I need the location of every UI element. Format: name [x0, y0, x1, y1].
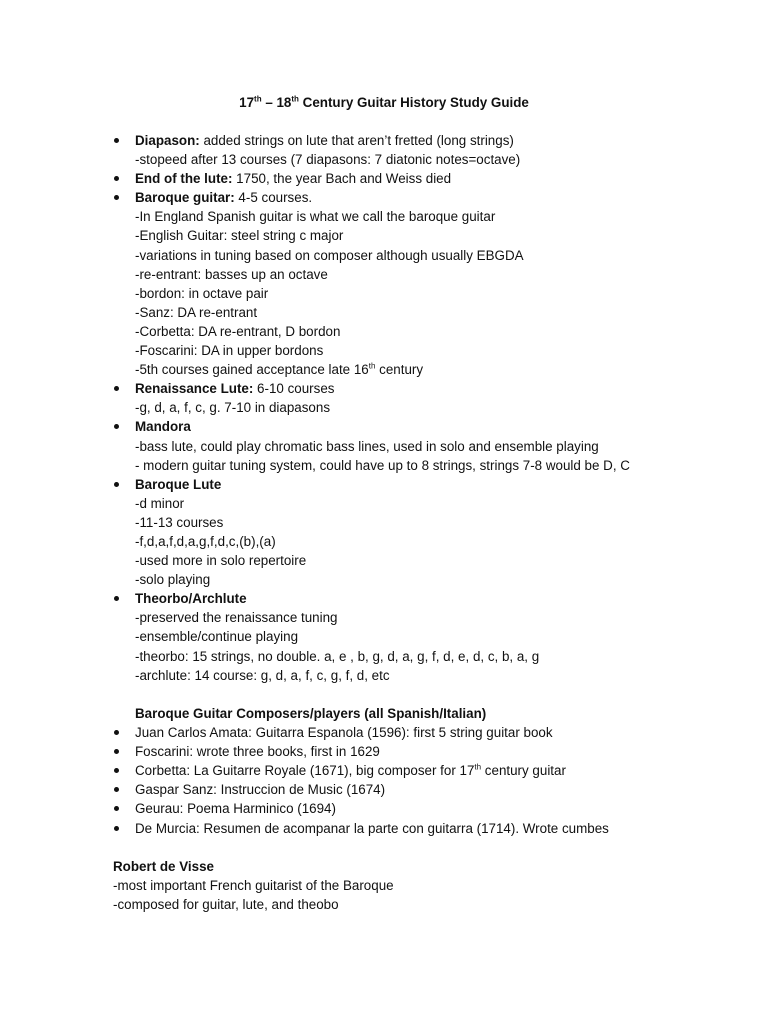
- list-item-renaissance-lute: Renaissance Lute: 6-10 courses: [113, 379, 753, 398]
- list-item-composer: Corbetta: La Guitarre Royale (1671), big composer for 17th century guitar: [113, 761, 753, 780]
- section-heading-visse: Robert de Visse: [113, 859, 214, 874]
- list-item-baroque-guitar: Baroque guitar: 4-5 courses.: [113, 188, 753, 207]
- list-subitem: -11-13 courses: [135, 514, 224, 530]
- list-subitem: -g, d, a, f, c, g. 7-10 in diapasons: [135, 400, 331, 416]
- list-subitem: -5th courses gained acceptance late 16th century: [135, 361, 424, 378]
- list-subitem: -English Guitar: steel string c major: [135, 228, 344, 244]
- list-item-theorbo-archlute: Theorbo/Archlute: [113, 589, 753, 608]
- list-subitem: -composed for guitar, lute, and theobo: [113, 897, 339, 913]
- list-subitem: -used more in solo repertoire: [135, 553, 307, 569]
- list-subitem: -stopeed after 13 courses (7 diapasons: 7 diatonic notes=octave): [135, 152, 521, 168]
- list-subitem: -variations in tuning based on composer although usually EBGDA: [135, 247, 524, 263]
- list-item-composer: De Murcia: Resumen de acompanar la parte con guitarra (1714). Wrote cumbes: [113, 819, 753, 838]
- list-item-composer: Juan Carlos Amata: Guitarra Espanola (1596): first 5 string guitar book: [113, 723, 753, 742]
- list-subitem: -Foscarini: DA in upper bordons: [135, 343, 324, 359]
- page-title: 17th – 18th Century Guitar History Study Guide: [239, 94, 529, 110]
- visse-section: [113, 857, 753, 914]
- list-item-composer: Gaspar Sanz: Instruccion de Music (1674): [113, 780, 753, 799]
- list-subitem: -preserved the renaissance tuning: [135, 610, 338, 626]
- list-subitem: -f,d,a,f,d,a,g,f,d,c,(b),(a): [135, 533, 276, 549]
- section-heading-composers: Baroque Guitar Composers/players (all Spanish/Italian): [135, 706, 487, 721]
- list-subitem: -Corbetta: DA re-entrant, D bordon: [135, 323, 341, 339]
- list-item-end-of-lute: End of the lute: 1750, the year Bach and Weiss died: [113, 169, 753, 188]
- list-subitem: -bordon: in octave pair: [135, 285, 269, 301]
- list-item-baroque-lute: Baroque Lute: [113, 475, 753, 494]
- list-subitem: -bass lute, could play chromatic bass lines, used in solo and ensemble playing: [135, 438, 599, 454]
- list-subitem: -Sanz: DA re-entrant: [135, 304, 258, 320]
- list-subitem: -re-entrant: basses up an octave: [135, 266, 328, 282]
- composers-section: [113, 704, 753, 838]
- list-item-mandora: Mandora: [113, 417, 753, 436]
- list-subitem: -d minor: [135, 495, 185, 511]
- list-subitem: -theorbo: 15 strings, no double. a, e , b, g, d, a, g, f, d, e, d, c, b, a, g: [135, 648, 540, 664]
- list-subitem: -archlute: 14 course: g, d, a, f, c, g, f, d, etc: [135, 667, 390, 683]
- list-item-composer: Geurau: Poema Harminico (1694): [113, 799, 753, 818]
- list-subitem: -ensemble/continue playing: [135, 629, 299, 645]
- list-subitem: -solo playing: [135, 572, 211, 588]
- list-subitem: -most important French guitarist of the Baroque: [113, 878, 394, 894]
- list-item-composer: Foscarini: wrote three books, first in 1629: [113, 742, 753, 761]
- list-subitem: -In England Spanish guitar is what we call the baroque guitar: [135, 209, 496, 225]
- list-item-diapason: Diapason: added strings on lute that aren’t fretted (long strings): [113, 131, 753, 150]
- terms-section: [113, 131, 753, 685]
- list-subitem: - modern guitar tuning system, could have up to 8 strings, strings 7-8 would be D, C: [135, 457, 630, 473]
